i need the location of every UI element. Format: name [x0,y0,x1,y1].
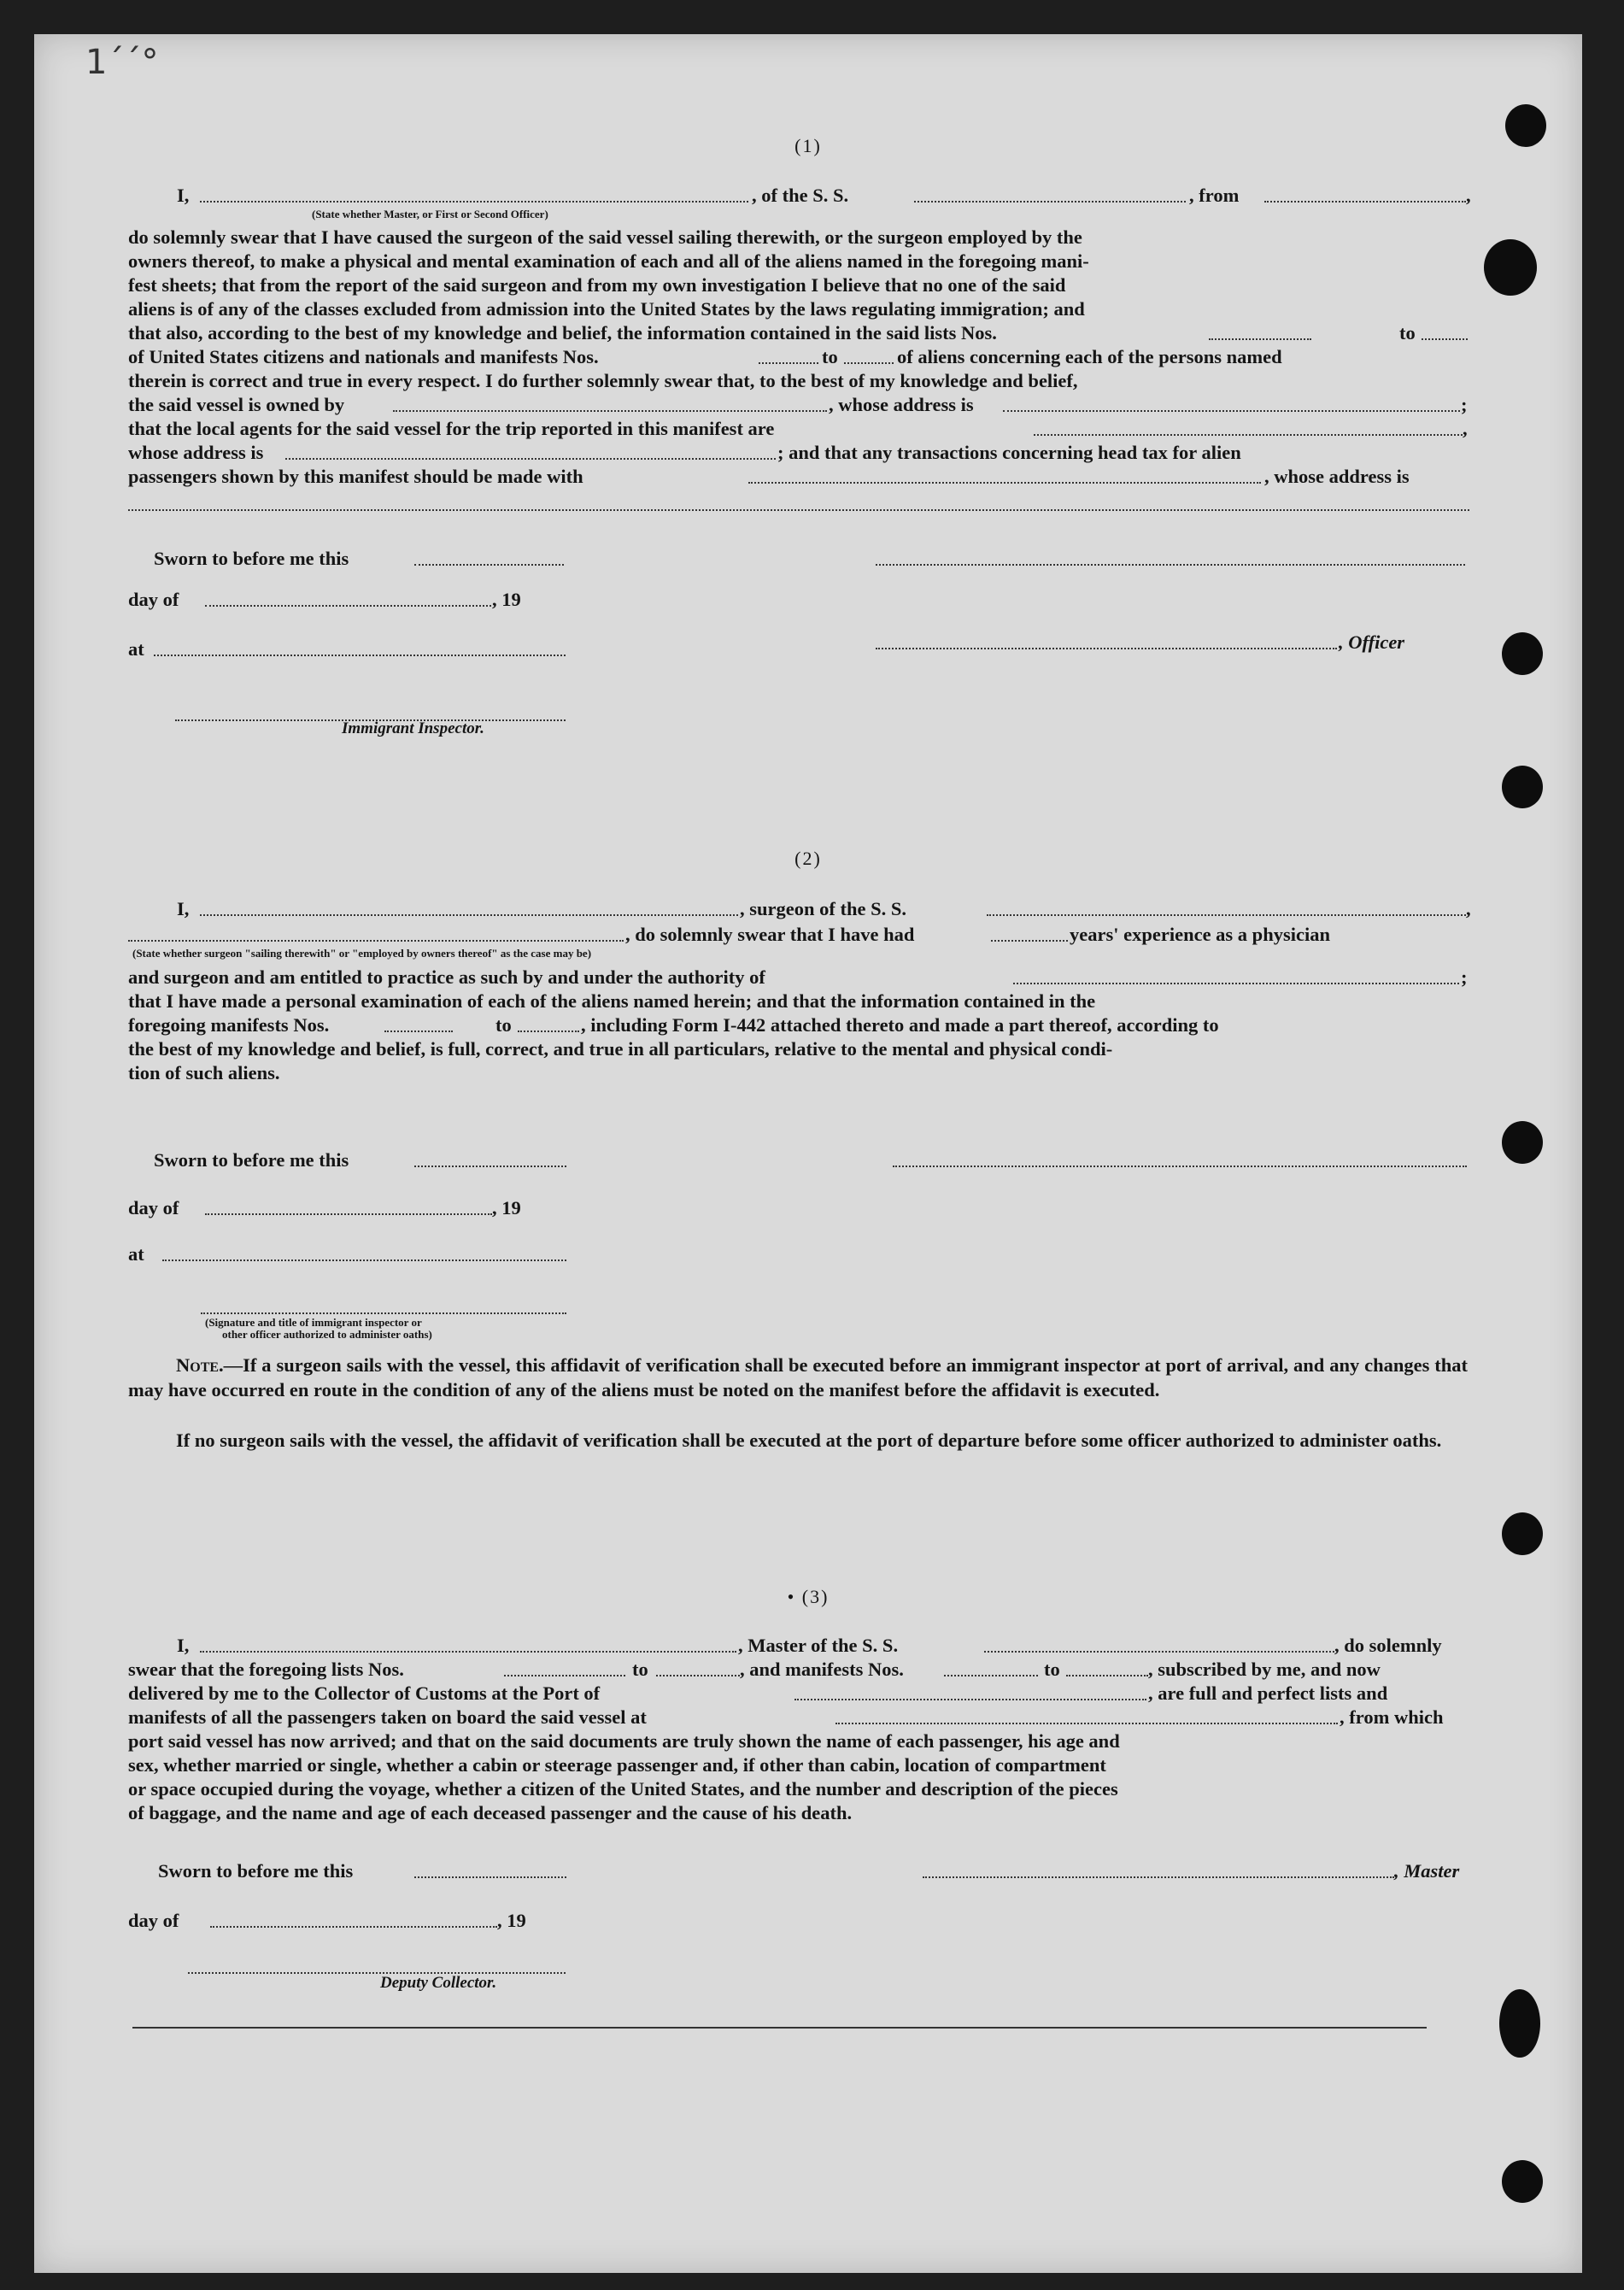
aff2-line1-i: I, [177,898,190,919]
aff2-years-field[interactable] [991,938,1068,942]
aff1-lists-to: to [1399,322,1416,344]
aff1-body-line: aliens is of any of the classes excluded from admission into the United States by the laws regulating immigration; and [128,298,1085,320]
aff2-manifests-to-field[interactable] [518,1029,579,1032]
aff1-comma-2: , [1463,418,1468,439]
aff2-line5a: foregoing manifests Nos. [128,1014,330,1036]
aff1-officer-name-field[interactable] [200,199,748,203]
aff3-l5: port said vessel has now arrived; and that on the said documents are truly shown the name of each passenger, his age and [128,1730,1120,1752]
note-label: Note. [176,1354,224,1376]
aff1-manifests-line: of United States citizens and nationals and manifests Nos. [128,346,599,367]
aff3-l2b: to [632,1659,648,1680]
aff2-note-2: If no surgeon sails with the vessel, the affidavit of verification shall be executed at the port of departure before some officer authorized to administer oaths. [176,1430,1442,1451]
aff1-agents-line: that the local agents for the said vessel for the trip reported in this manifest are [128,418,775,439]
aff1-whose-address: whose address is [128,442,264,463]
aff1-signature-top-field[interactable] [876,562,1465,566]
aff1-from-field[interactable] [1264,199,1466,203]
aff3-l6: sex, whether married or single, whether a cabin or steerage passenger and, if other than cabin, location of compartment [128,1754,1106,1776]
aff1-inspector-label: Immigrant Inspector. [342,719,484,737]
aff3-vessel-field[interactable] [984,1649,1334,1653]
aff2-month-field[interactable] [205,1212,492,1215]
aff2-state-note: (State whether surgeon "sailing therewith" or "employed by owners thereof" as the case may be) [132,947,592,960]
aff2-comma: , [1466,898,1471,919]
aff2-surgeon-name-field[interactable] [200,913,738,916]
aff1-manifests-to: to [822,346,838,367]
aff1-day-of: day of [128,589,179,610]
aff1-month-field[interactable] [205,603,491,607]
aff2-sworn: Sworn to before me this [154,1149,349,1171]
aff2-line3: and surgeon and am entitled to practice as such by and under the authority of [128,966,765,988]
section-number-3: • (3) [787,1586,830,1607]
aff2-manifests-from-field[interactable] [384,1029,453,1032]
aff2-line4: that I have made a personal examination of each of the aliens named herein; and that the information contained in the [128,990,1096,1012]
aff3-l1b: , Master of the S. S. [738,1635,899,1656]
aff1-at-field[interactable] [154,653,566,656]
aff1-manifests-from-field[interactable] [759,361,818,364]
punch-hole [1502,1121,1543,1164]
aff3-sworn: Sworn to before me this [158,1860,354,1882]
bottom-rule [132,2027,1427,2029]
aff1-nineteen: , 19 [492,589,521,610]
aff3-master-label: , Master [1394,1860,1460,1882]
punch-hole [1484,239,1537,296]
aff3-day-of: day of [128,1910,179,1931]
aff1-lists-from-field[interactable] [1209,337,1311,340]
aff3-lists-from-field[interactable] [504,1673,625,1676]
aff3-l2d: to [1044,1659,1060,1680]
aff1-owner-field[interactable] [393,408,827,412]
aff2-note [128,1353,1468,1402]
aff1-lists-to-field[interactable] [1422,337,1468,340]
note-text: —If a surgeon sails with the vessel, this affidavit of verification shall be executed before an immigrant inspector at port of arrival, and any changes that may have occurred en route in the condition of any of the aliens must be noted on the manifest before the affidavit is executed. [128,1354,1468,1400]
punch-hole [1502,766,1543,808]
aff1-line1-i: I, [177,185,190,206]
aff1-agents-address-field[interactable] [285,456,776,460]
aff1-body-line: therein is correct and true in every respect. I do further solemnly swear that, to the best of my knowledge and belief, [128,370,1078,391]
aff2-line5b: to [495,1014,512,1036]
aff3-port-field[interactable] [794,1697,1146,1700]
aff2-at-field[interactable] [162,1258,566,1261]
aff1-made-with: passengers shown by this manifest should be made with [128,466,583,487]
punch-hole [1502,2160,1543,2203]
aff3-nineteen: , 19 [497,1910,526,1931]
aff1-owner-address-field[interactable] [1003,408,1460,412]
aff3-manifests-to-field[interactable] [1066,1673,1148,1676]
section-number-2: (2) [794,848,822,869]
aff1-vessel-field[interactable] [914,199,1186,203]
aff3-lists-to-field[interactable] [656,1673,740,1676]
aff3-deputy-label: Deputy Collector. [380,1974,497,1992]
aff1-made-with-rest: , whose address is [1264,466,1410,487]
aff3-deputy-sign-field[interactable] [188,1970,566,1974]
aff3-master-sign-field[interactable] [923,1875,1394,1878]
aff1-body-line: fest sheets; that from the report of the said surgeon and from my own investigation I believe that no one of the said [128,274,1066,296]
aff3-l7: or space occupied during the voyage, whether a citizen of the United States, and the number and description of the pieces [128,1778,1118,1800]
aff1-sworn: Sworn to before me this [154,548,349,569]
aff3-embark-field[interactable] [835,1721,1338,1724]
aff2-inspector-sign-field[interactable] [201,1311,566,1314]
aff3-l1a: I, [177,1635,190,1656]
aff1-lists-line: that also, according to the best of my knowledge and belief, the information contained in the said lists Nos. [128,322,997,344]
aff1-sworn-day-field[interactable] [414,562,564,566]
aff2-sig-note-1: (Signature and title of immigrant inspector or [205,1316,422,1329]
aff2-surgeon-sign-field[interactable] [893,1164,1467,1167]
aff2-sailing-status-field[interactable] [128,938,624,942]
aff3-l3a: delivered by me to the Collector of Customs at the Port of [128,1682,601,1704]
aff3-l2a: swear that the foregoing lists Nos. [128,1659,404,1680]
aff2-sig-note-2: other officer authorized to administer oaths) [222,1328,432,1341]
aff1-comma: , [1466,185,1471,206]
aff2-line2-swear: , do solemnly swear that I have had [625,924,915,945]
aff3-l1c: , do solemnly [1334,1635,1442,1656]
aff3-l2e: , subscribed by me, and now [1148,1659,1381,1680]
aff1-body-line: do solemnly swear that I have caused the surgeon of the said vessel sailing therewith, or the surgeon employed by the [128,226,1082,248]
aff3-l2c: , and manifests Nos. [740,1659,904,1680]
section-number-1: (1) [794,135,822,156]
aff3-master-name-field[interactable] [200,1649,736,1653]
aff1-line1-ss: , of the S. S. [752,185,849,206]
aff3-l3b: , are full and perfect lists and [1148,1682,1388,1704]
aff3-l4a: manifests of all the passengers taken on board the said vessel at [128,1706,647,1728]
aff2-vessel-field[interactable] [987,913,1466,916]
aff2-line6: the best of my knowledge and belief, is full, correct, and true in all particulars, relative to the mental and physical condi- [128,1038,1113,1060]
aff3-manifests-from-field[interactable] [944,1673,1038,1676]
aff3-sworn-day-field[interactable] [414,1875,566,1878]
aff2-line2-years: years' experience as a physician [1070,924,1330,945]
aff1-agents-field[interactable] [1034,432,1463,436]
punch-hole [1499,1989,1540,2058]
aff2-at: at [128,1243,144,1265]
aff2-line5c: , including Form I-442 attached thereto and made a part thereof, according to [581,1014,1219,1036]
aff1-line1-from: , from [1189,185,1240,206]
aff1-owned-by: the said vessel is owned by [128,394,345,415]
aff1-at: at [128,638,144,660]
aff1-officer-label: , Officer [1339,631,1405,653]
aff2-authority-field[interactable] [1013,981,1459,984]
aff1-semicolon: ; [1461,394,1468,415]
aff3-month-field[interactable] [210,1924,497,1928]
aff1-manifests-rest: of aliens concerning each of the persons named [897,346,1282,367]
aff2-line7: tion of such aliens. [128,1062,280,1083]
aff2-semicolon: ; [1461,966,1468,988]
punch-hole [1502,632,1543,675]
aff3-l4b: , from which [1340,1706,1444,1728]
aff3-l8: of baggage, and the name and age of each deceased passenger and the cause of his death. [128,1802,853,1823]
aff1-state-note: (State whether Master, or First or Second Officer) [312,208,548,220]
aff1-officer-sign-field[interactable] [876,646,1337,649]
aff1-address-rest: ; and that any transactions concerning head tax for alien [777,442,1241,463]
aff1-manifests-to-field[interactable] [844,361,894,364]
aff2-nineteen: , 19 [492,1197,521,1218]
aff1-headtax-party-field[interactable] [748,480,1261,484]
aff2-sworn-day-field[interactable] [414,1164,566,1167]
punch-hole [1502,1512,1543,1555]
aff1-body-line: owners thereof, to make a physical and mental examination of each and all of the aliens named in the foregoing mani- [128,250,1089,272]
aff2-day-of: day of [128,1197,179,1218]
handwritten-page-mark: 1´´° [85,43,159,82]
manifest-affidavit-page [34,34,1582,2273]
aff1-headtax-address-field[interactable] [128,508,1469,511]
aff2-line1-ss: , surgeon of the S. S. [740,898,907,919]
aff1-owned-address: , whose address is [829,394,974,415]
